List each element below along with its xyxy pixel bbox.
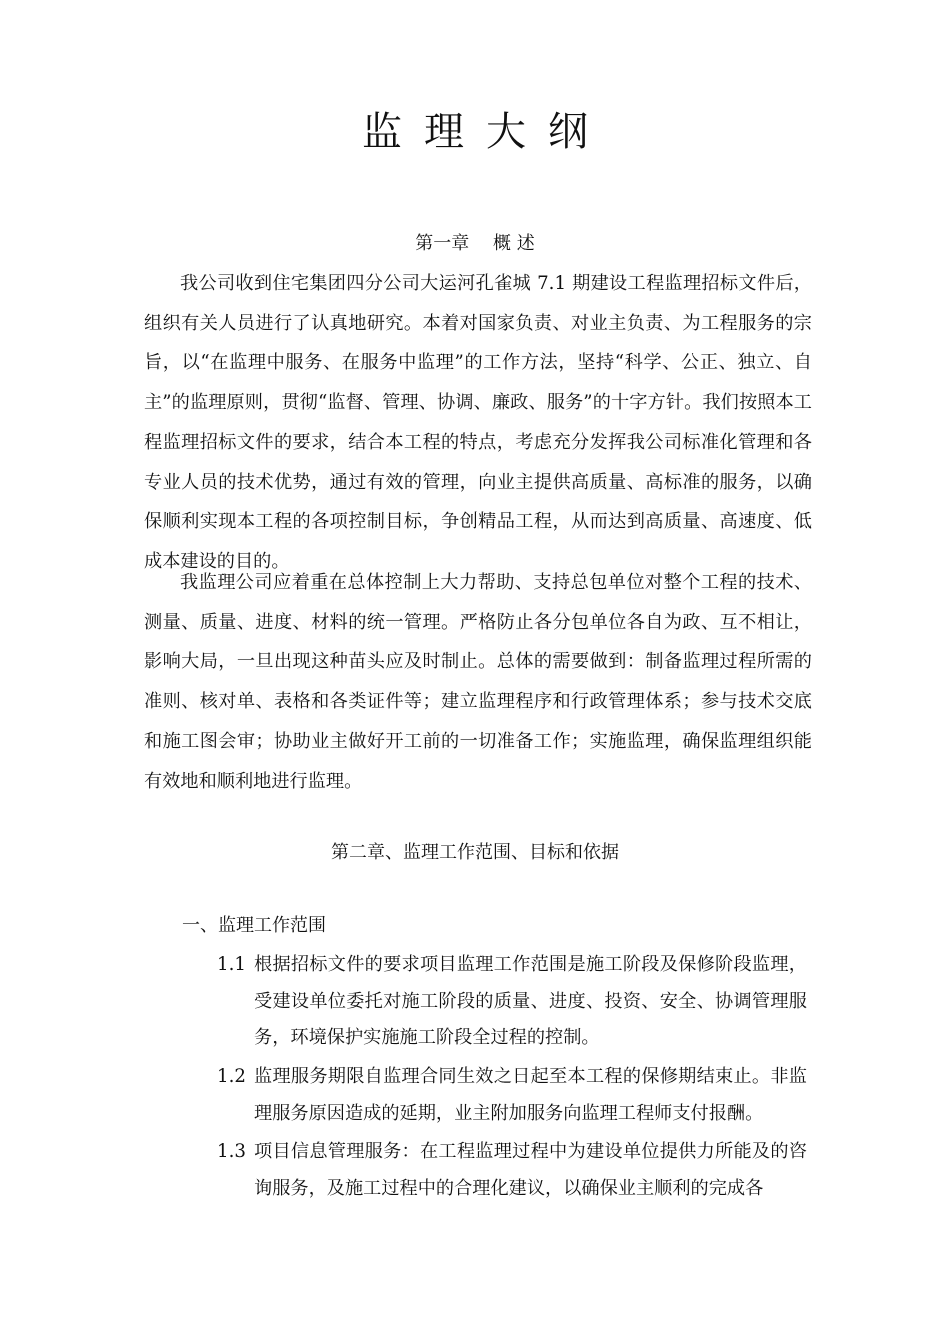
list-item-number: 1.3 <box>217 1141 246 1162</box>
section-heading-scope: 一、监理工作范围 <box>182 915 326 936</box>
chapter-1-paragraph-2: 我监理公司应着重在总体控制上大力帮助、支持总包单位对整个工程的技术、测量、质量、进度、材料的统一管理。严格防止各分包单位各自为政、互不相让，影响大局，一旦出现这种苗头应及时制止。总体的需要做到：制备监理过程所需的准则、核对单、表格和各类证件等；建立监理程序和行政管理体系；参与技术交底和施工图会审；协助业主做好开工前的一切准备工作；实施监理，确保监理组织能有效地和顺利地进行监理。 <box>144 572 812 792</box>
list-item-text: 根据招标文件的要求项目监理工作范围是施工阶段及保修阶段监理，受建设单位委托对施工阶段的质量、进度、投资、安全、协调管理服务，环境保护实施施工阶段全过程的控制。 <box>254 954 807 1048</box>
list-item-number: 1.2 <box>217 1066 246 1087</box>
chapter-2-heading: 第二章、监理工作范围、目标和依据 <box>331 842 619 863</box>
list-item-text: 监理服务期限自监理合同生效之日起至本工程的保修期结束止。非监理服务原因造成的延期，业主附加服务向监理工程师支付报酬。 <box>254 1066 807 1124</box>
list-item-number: 1.1 <box>217 954 246 975</box>
chapter-1-heading: 第一章 概 述 <box>415 233 535 254</box>
document-title: 监理大纲 <box>362 109 610 155</box>
list-item <box>217 1059 807 1132</box>
list-item <box>217 947 807 1057</box>
list-item-text: 项目信息管理服务：在工程监理过程中为建设单位提供力所能及的咨询服务，及施工过程中的合理化建议，以确保业主顺利的完成各 <box>254 1141 807 1199</box>
chapter-1-paragraph-1: 我公司收到住宅集团四分公司大运河孔雀城 7.1 期建设工程监理招标文件后，组织有关人员进行了认真地研究。本着对国家负责、对业主负责、为工程服务的宗旨，以“在监理中服务、在服务中监理”的工作方法，坚持“科学、公正、独立、自主”的监理原则，贯彻“监督、管理、协调、廉政、服务”的十字方针。我们按照本工程监理招标文件的要求，结合本工程的特点，考虑充分发挥我公司标准化管理和各专业人员的技术优势，通过有效的管理，向业主提供高质量、高标准的服务，以确保顺利实现本工程的各项控制目标，争创精品工程，从而达到高质量、高速度、低成本建设的目的。 <box>144 273 812 572</box>
list-item <box>217 1134 807 1207</box>
